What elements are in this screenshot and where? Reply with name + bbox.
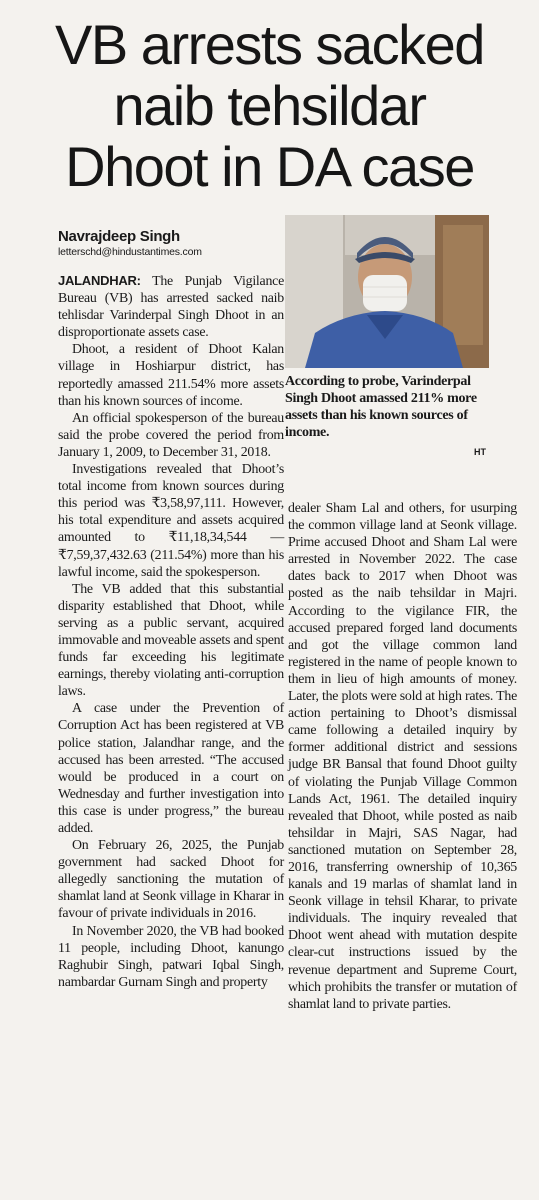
article-paragraph: Investigations revealed that Dhoot’s total income from known sources during this period was ₹3,58,97,111. However, his total expenditure and assets acquired amounted to ₹11,18,34,544 — ₹7,59,37,432.63 (211.54%) more than his lawful income, said the spokesperson. — [58, 462, 284, 580]
headline-line: naib tehsildar — [113, 74, 426, 137]
byline — [58, 228, 283, 258]
photo-illustration — [285, 215, 489, 368]
article-paragraph: In November 2020, the VB had booked 11 people, including Dhoot, kanungo Raghubir Singh, patwari Iqbal Singh, nambardar Gurnam Singh and property — [58, 923, 284, 990]
paragraph-text: The Punjab Vigilance Bureau (VB) has arrested sacked naib tehlisdar Varinderpal Singh Dhoot in an disproportionate assets case. — [58, 274, 284, 341]
article-paragraph — [58, 272, 284, 341]
dateline: JALANDHAR: — [58, 273, 141, 288]
article-paragraph: dealer Sham Lal and others, for usurping the common village land at Seonk village. Prime accused Dhoot and Sham Lal were arrested in November 2022. The case dates back to 2017 when Dhoot was posted as the naib tehsildar in Majri. According to the vigilance FIR, the accused prepared forged land documents and got the village common land registered in the name of people known to them in lieu of high amounts of money. Later, the plots were sold at high rates. The action pertaining to Dhoot’s dismissal came following a detailed inquiry by former additional district and sessions judge BR Bansal that found Dhoot guilty of violating the Punjab Village Common Lands Act, 1961. The detailed inquiry revealed that Dhoot, while posted as naib tehsildar in Majri, SAS Nagar, had sanctioned mutation on September 28, 2016, transferring ownership of 10,365 kanals and 19 marlas of shamlat land in Seonk village in tehsil Kharar, to private individuals. The inquiry revealed that Dhoot went ahead with mutation despite clear-cut instructions issued by the revenue department and Supreme Court, which prohibits the transfer or mutation of shamlat land to private parties. — [288, 501, 517, 1012]
headline — [0, 14, 539, 197]
byline-name: Navrajdeep Singh — [58, 228, 180, 245]
article-paragraph: On February 26, 2025, the Punjab government had sacked Dhoot for allegedly sanctioning the mutation of shamlat land at Seonk village in Kharar in favour of private individuals in 2016. — [58, 838, 284, 922]
article-paragraph: An official spokesperson of the bureau said the probe covered the period from January 1, 2009, to December 31, 2018. — [58, 410, 284, 460]
article-paragraph: A case under the Prevention of Corruption Act has been registered at VB police station, Jalandhar range, and the accused has been arrested. “The accused would be produced in a court on Wednesday and further investigation into this case is under progress,” the bureau added. — [58, 701, 284, 836]
photo-caption: According to probe, Varinderpal Singh Dhoot amassed 211% more assets than his known sources of income. — [285, 374, 477, 440]
headline-line: Dhoot in DA case — [65, 135, 474, 198]
article-paragraph: Dhoot, a resident of Dhoot Kalan village in Hoshiarpur district, has reportedly amassed 211.54% more assets than his known sources of income. — [58, 342, 284, 409]
article-column-right — [288, 500, 517, 1013]
headline-line: VB arrests sacked — [55, 13, 484, 76]
byline-email: letterschd@hindustantimes.com — [58, 246, 202, 258]
article-paragraph: The VB added that this substantial disparity established that Dhoot, while serving as a public servant, acquired immovable and moveable assets and spent funds far exceeding his legitimate earnings, thereby violating anti-corruption laws. — [58, 581, 284, 700]
article-column-left — [58, 272, 284, 991]
photo-credit: HT — [474, 447, 486, 457]
article-photo — [285, 215, 489, 368]
